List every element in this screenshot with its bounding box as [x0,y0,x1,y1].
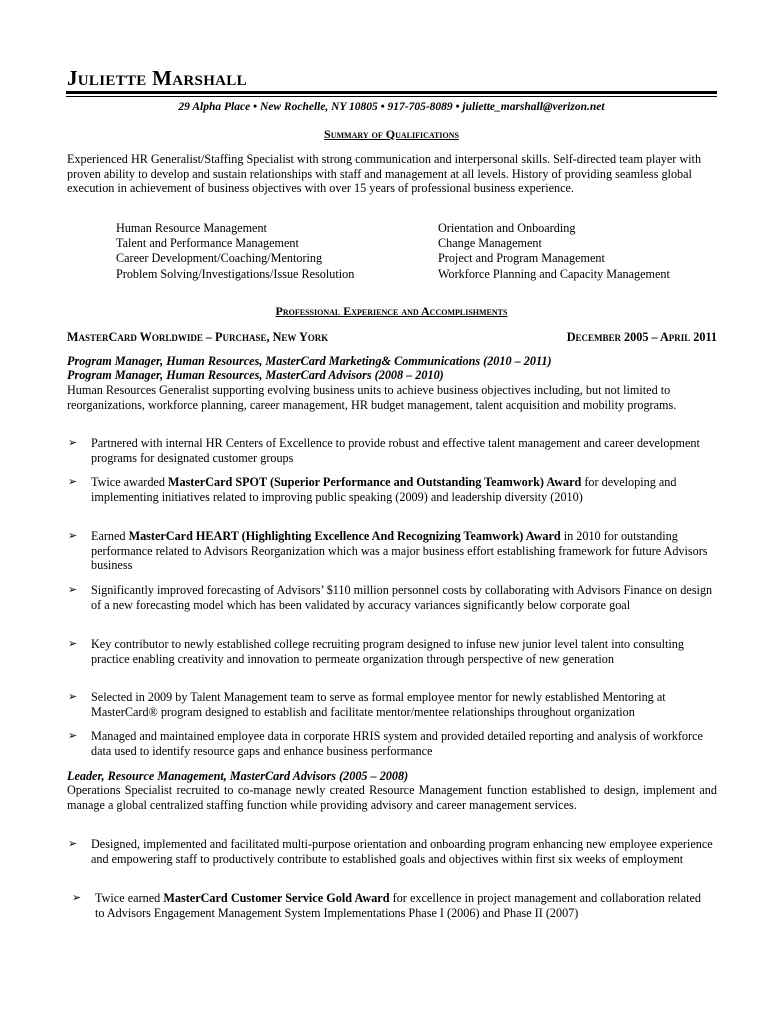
role-title: Leader, Resource Management, MasterCard Advisors (2005 – 2008) [67,769,409,783]
accomplishment-bullet [71,891,701,920]
skills-left-column [116,221,354,282]
summary-text: Experienced HR Generalist/Staffing Specialist with strong communication and interpersonal skills. Self-directed team player with proven ability to develop and sustain relationships with staff and management at all levels. History of providing seamless global execution in achievement of business objectives with over 15 years of professional business experience. [67,152,702,196]
bullet-bold-text: MasterCard HEART (Highlighting Excellence And Recognizing Teamwork) Award [128,529,561,543]
bullet-bold-text: MasterCard Customer Service Gold Award [163,891,390,905]
arrow-bullet-icon: ➢ [68,530,78,542]
bullet-text: Earned [91,529,129,543]
bullet-text: for developing and implementing initiatives related to improving public speaking (2009) and leadership diversity (2010) [91,475,677,504]
skills-right-column [438,221,670,282]
skill-item: Change Management [438,236,542,251]
contact-line: 29 Alpha Place • New Rochelle, NY 10805 • 917-705-8089 • juliette_marshall@verizon.net [178,101,605,113]
accomplishment-bullet [67,690,717,719]
bullet-text: for excellence in project management and collaboration related to Advisors Engagement Management System Implementations Phase I (2006) and Phase II (2007) [95,891,701,920]
arrow-bullet-icon: ➢ [68,584,78,596]
bullet-text: Partnered with internal HR Centers of Excellence to provide robust and effective talent management and career development programs for designated customer groups [91,436,700,465]
header-rule-thick [66,91,717,94]
bullet-text: in 2010 for outstanding performance related to Advisors Reorganization which was a major business effort establishing framework for future Advisors business [91,529,708,573]
skill-item: Human Resource Management [116,221,267,235]
bullet-text: Significantly improved forecasting of Advisors’ $110 million personnel costs by collaborating with Advisors Finance on design of a new forecasting model which has been validated by accuracy variances significantly below corporate goal [91,583,713,612]
accomplishment-bullet [67,583,717,612]
accomplishment-bullet [67,529,717,573]
accomplishment-bullet [67,729,717,758]
skill-item: Workforce Planning and Capacity Management [438,266,670,281]
skill-item: Talent and Performance Management [116,236,299,251]
accomplishment-bullet [67,436,717,465]
experience-heading: Professional Experience and Accomplishments [275,304,508,318]
bullet-text: Twice earned [95,891,164,905]
first-name: Juliette [67,66,147,90]
role-description: Human Resources Generalist supporting evolving business units to achieve business objectives including, but not limited to reorganizations, workforce planning, career management, HR budget management, talent acquisition and mobility programs. [67,383,677,412]
summary-heading: Summary of Qualifications [324,127,459,141]
arrow-bullet-icon: ➢ [68,838,78,850]
bullet-bold-text: MasterCard SPOT (Superior Performance and Outstanding Teamwork) Award [167,475,582,489]
role-title: Program Manager, Human Resources, MasterCard Advisors (2008 – 2010) [67,368,444,382]
header-rule-thin [66,96,717,97]
bullet-text: Key contributor to newly established college recruiting program designed to infuse new junior level talent into consulting practice enabling creativity and innovation to permeate organization through perspective of new generation [91,637,684,666]
employment-dates: December 2005 – April 2011 [566,330,717,344]
bullet-text: Twice awarded [91,475,168,489]
skill-item: Career Development/Coaching/Mentoring [116,251,323,266]
arrow-bullet-icon: ➢ [68,437,78,449]
role-description: Operations Specialist recruited to co-manage newly created Resource Management function established to design, implement and manage a global centralized staffing function while providing advisory and career management services. [67,783,717,812]
last-name: Marshall [152,66,247,90]
skill-item: Project and Program Management [438,251,605,266]
resume-name [67,66,247,91]
arrow-bullet-icon: ➢ [68,691,78,703]
role-title: Program Manager, Human Resources, MasterCard Marketing& Communications (2010 – 2011) [67,354,552,368]
skill-item: Problem Solving/Investigations/Issue Resolution [116,266,355,281]
bullet-text: Selected in 2009 by Talent Management team to serve as formal employee mentor for newly established Mentoring at MasterCard® program designed to establish and facilitate mentor/mentee relationships throughout organization [91,690,666,719]
bullet-text: Designed, implemented and facilitated multi-purpose orientation and onboarding program enhancing new employee experience and empowering staff to productively contribute to established goals and objectives within first six weeks of employment [91,837,713,866]
bullet-text: Managed and maintained employee data in corporate HRIS system and provided detailed reporting and analysis of workforce data used to identify resource gaps and enhance business performance [91,729,703,758]
skill-item: Orientation and Onboarding [438,221,576,235]
accomplishment-bullet [67,837,717,866]
accomplishment-bullet [67,637,717,666]
company-name: MasterCard Worldwide – Purchase, New York [67,330,329,344]
accomplishment-bullet [67,475,717,504]
arrow-bullet-icon: ➢ [68,476,78,488]
arrow-bullet-icon: ➢ [72,892,82,904]
arrow-bullet-icon: ➢ [68,638,78,650]
arrow-bullet-icon: ➢ [68,730,78,742]
